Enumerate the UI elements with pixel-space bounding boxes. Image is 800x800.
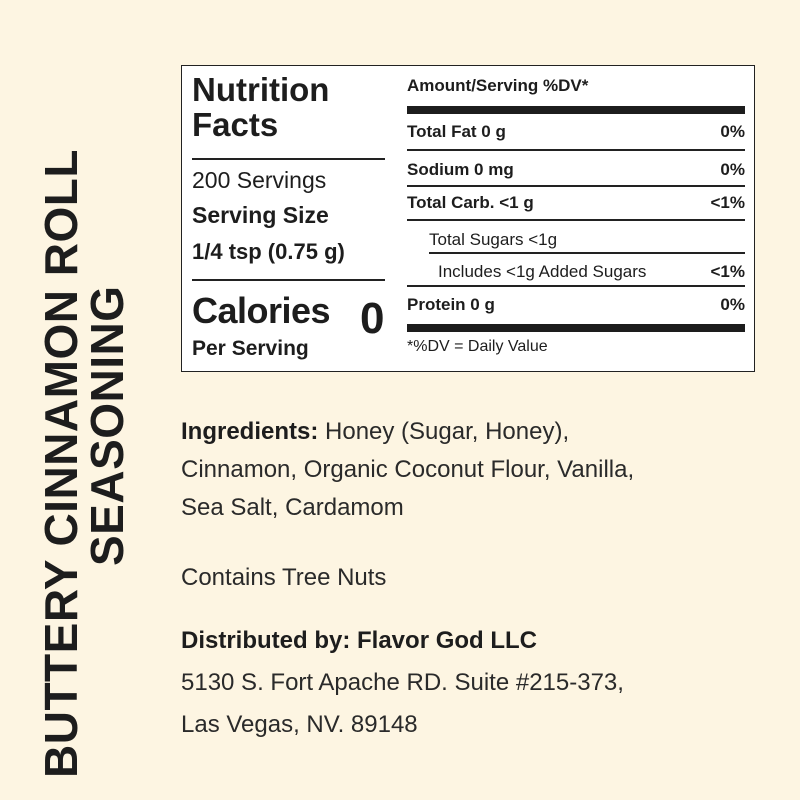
ingredients-line1 — [181, 413, 634, 451]
distributor-block — [181, 622, 624, 744]
divider — [407, 219, 745, 221]
nutrient-dv: <1% — [710, 262, 745, 281]
nutrient-label: Total Carb. <1 g — [407, 193, 534, 212]
nutrient-row-added-sugars — [438, 262, 745, 282]
nutrient-row-total-fat — [407, 122, 745, 142]
nutrition-title-line1: Nutrition — [192, 71, 330, 108]
nutrient-row-sodium — [407, 160, 745, 180]
per-serving-label: Per Serving — [192, 337, 309, 360]
nutrient-dv: 0% — [720, 122, 745, 141]
nutrient-dv: 0% — [720, 160, 745, 179]
nutrient-row-protein — [407, 295, 745, 315]
nutrition-title — [192, 72, 386, 142]
ingredients-label: Ingredients: — [181, 418, 319, 445]
ingredients-line3: Sea Salt, Cardamom — [181, 494, 404, 521]
nutrient-row-total-carb — [407, 193, 745, 213]
product-name-line1: BUTTERY CINNAMON ROLL — [35, 149, 87, 778]
dv-footnote: *%DV = Daily Value — [407, 338, 548, 355]
nutrient-dv: 0% — [720, 295, 745, 314]
distributor-label: Distributed by: Flavor God LLC — [181, 627, 538, 654]
calories-label: Calories — [192, 290, 331, 331]
nutrient-dv: <1% — [710, 193, 745, 212]
divider — [429, 252, 745, 254]
product-name-line2: SEASONING — [81, 285, 133, 566]
nutrition-right-column — [407, 76, 745, 355]
divider — [407, 149, 745, 151]
serving-size-label: Serving Size — [192, 202, 329, 228]
ingredients-line2: Cinnamon, Organic Coconut Flour, Vanilla, — [181, 456, 635, 483]
thick-divider — [407, 106, 745, 114]
nutrient-label: Total Fat 0 g — [407, 122, 506, 141]
nutrient-row-total-sugars — [429, 230, 745, 250]
serving-size-value: 1/4 tsp (0.75 g) — [192, 239, 345, 264]
divider — [192, 158, 385, 160]
amount-header: Amount/Serving %DV* — [407, 76, 589, 95]
ingredients-text1: Honey (Sugar, Honey), — [318, 418, 570, 445]
nutrient-label: Protein 0 g — [407, 295, 495, 314]
calories-value: 0 — [360, 294, 385, 343]
nutrition-left-column — [192, 71, 386, 360]
divider — [192, 279, 385, 281]
ingredients-block — [181, 413, 634, 527]
allergen-statement: Contains Tree Nuts — [181, 564, 387, 591]
product-name-vertical — [35, 28, 133, 778]
thick-divider — [407, 324, 745, 332]
nutrition-facts-panel — [181, 65, 755, 372]
nutrition-title-line2: Facts — [192, 106, 279, 143]
distributor-address2: Las Vegas, NV. 89148 — [181, 711, 418, 738]
nutrient-label: Total Sugars <1g — [429, 230, 558, 249]
distributor-address1: 5130 S. Fort Apache RD. Suite #215-373, — [181, 669, 624, 696]
nutrient-label: Includes <1g Added Sugars — [438, 262, 647, 281]
nutrient-label: Sodium 0 mg — [407, 160, 514, 179]
divider — [407, 185, 745, 187]
divider — [407, 285, 745, 287]
servings-count: 200 Servings — [192, 167, 327, 193]
